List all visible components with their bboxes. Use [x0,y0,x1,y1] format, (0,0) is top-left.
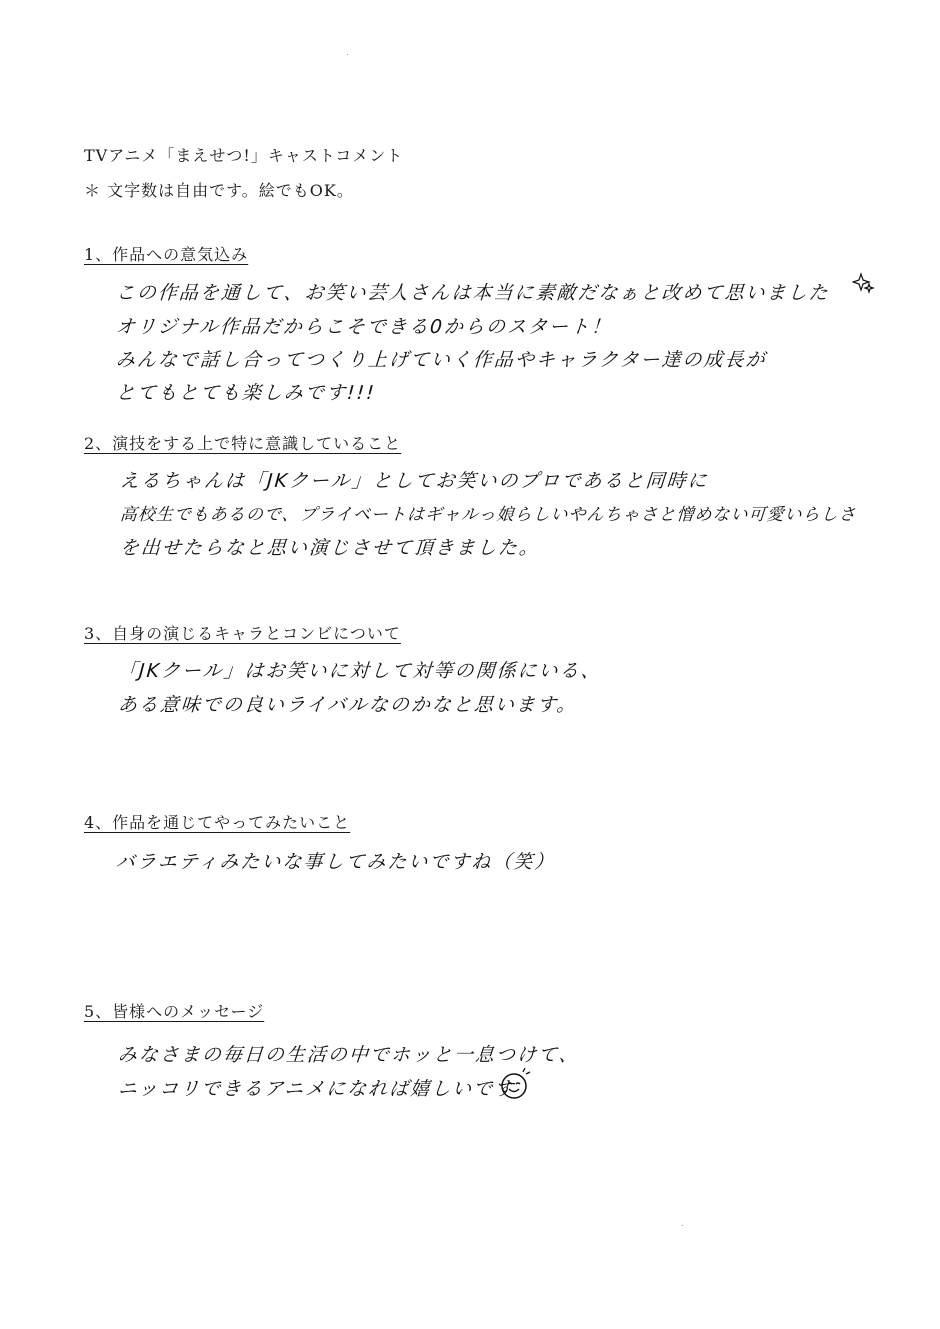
section-4-line-1: バラエティみたいな事してみたいですね（笑） [115,851,557,873]
section-5-heading: 5、皆様へのメッセージ [84,1002,265,1021]
section-5-line-2: ニッコリできるアニメになれば嬉しいです [117,1078,516,1100]
section-1-line-1: この作品を通して、お笑い芸人さんは本当に素敵だなぁと改めて思いました [115,282,831,304]
smiley-face-icon [498,1066,534,1102]
sparkle-icon [852,272,876,296]
sheet-title: TVアニメ「まえせつ!」キャストコメント [84,146,404,165]
section-1-heading: 1、作品への意気込み [84,245,249,264]
sheet-note: ＊ 文字数は自由です。絵でもOK。 [84,181,354,200]
section-3-heading: 3、自身の演じるキャラとコンビについて [84,624,401,643]
section-4-heading: 4、作品を通じてやってみたいこと [84,813,351,832]
section-1-line-2: オリジナル作品だからこそできる0からのスタート！ [115,316,613,338]
section-2-line-1: えるちゃんは「JKクール」としてお笑いのプロであると同時に [119,470,710,492]
section-2-line-2: 高校生でもあるので、プライベートはギャルっ娘らしいやんちゃさと憎めない可愛いらしさ [119,505,858,525]
section-2-heading: 2、演技をする上で特に意識していること [84,434,402,453]
section-3-line-1: 「JKクール」はお笑いに対して対等の関係にいる、 [117,660,603,682]
section-2-line-3: を出せたらなと思い演じさせて頂きました。 [119,537,541,559]
scan-speck [682,1225,683,1226]
section-1-line-3: みんなで話し合ってつくり上げていく作品やキャラクター達の成長が [115,349,768,371]
section-1-line-4: とてもとても楽しみです!!! [115,382,377,404]
section-5-line-1: みなさまの毎日の生活の中でホッと一息つけて、 [117,1044,581,1066]
scan-speck [347,54,348,55]
section-3-line-2: ある意味での良いライバルなのかなと思います。 [117,694,579,716]
